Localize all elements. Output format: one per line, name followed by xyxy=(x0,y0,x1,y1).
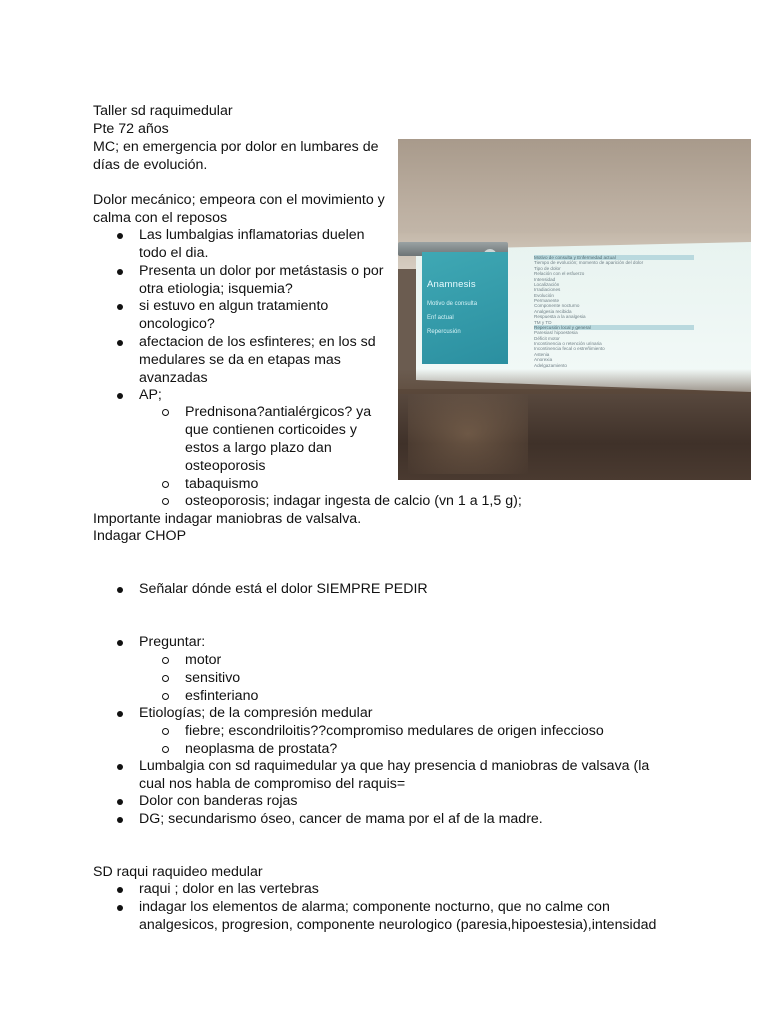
bullet-dot xyxy=(117,640,123,646)
sub-bullet-text: motor xyxy=(185,652,222,668)
slide-side-panel xyxy=(422,252,508,364)
slide-list-item: Paresias/ hipoestesia xyxy=(534,330,578,336)
slide-list-item: Tiempo de evolución; momento de aparición del dolor xyxy=(534,260,644,266)
bullet-text: si estuvo en algun tratamiento xyxy=(139,298,329,314)
bullet-text: Presenta un dolor por metástasis o por xyxy=(139,263,384,279)
slide-list-item: Incontinencia fecal o estreñimiento xyxy=(534,346,605,352)
screen-shadow xyxy=(398,369,751,394)
bullet-text: DG; secundarismo óseo, cancer de mama por el af de la madre. xyxy=(139,811,543,827)
slide-list-item: Repercusión local y general xyxy=(534,325,694,330)
bullet-dot xyxy=(117,799,123,805)
bullet-dot xyxy=(117,393,123,399)
bullet-text: Etiologías; de la compresión medular xyxy=(139,705,373,721)
bullet-text: raqui ; dolor en las vertebras xyxy=(139,881,319,897)
sub-bullet-circle xyxy=(162,746,169,753)
mc-line-1: MC; en emergencia por dolor en lumbares de xyxy=(93,139,379,155)
slide-list-item: Localización xyxy=(534,281,560,287)
chop-line: Indagar CHOP xyxy=(93,528,187,544)
sub-bullet-circle xyxy=(162,657,169,664)
slide-list-item: Tipo de dolor xyxy=(534,265,561,271)
mc-line-2: días de evolución. xyxy=(93,157,208,173)
sub-bullet-text: estos a largo plazo dan xyxy=(185,440,332,456)
bullet-dot xyxy=(117,233,123,239)
sub-bullet-circle xyxy=(162,728,169,735)
slide-list-item: Componente nocturno xyxy=(534,303,580,309)
bullet-dot xyxy=(117,817,123,823)
bullet-text: Las lumbalgias inflamatorias duelen xyxy=(139,227,365,243)
bullet-text: indagar los elementos de alarma; componente nocturno, que no calme con xyxy=(139,899,610,915)
sub-bullet-text: neoplasma de prostata? xyxy=(185,741,338,757)
slide-list-item: Evolución xyxy=(534,292,554,298)
sub-bullet-circle xyxy=(162,409,169,416)
slide-list-item: Irradiaciones xyxy=(534,287,561,293)
slide-list-item: Astenia xyxy=(534,351,550,357)
bullet-text: avanzadas xyxy=(139,370,208,386)
dolor-line-1: Dolor mecánico; empeora con el movimiento y xyxy=(93,192,385,208)
sub-bullet-text: fiebre; escondriloitis??compromiso medulares de origen infeccioso xyxy=(185,723,604,739)
wall-light xyxy=(408,394,528,474)
bullet-text: AP; xyxy=(139,387,162,403)
bullet-dot xyxy=(117,711,123,717)
bullet-dot xyxy=(117,587,123,593)
slide-list-item: Relación con el esfuerzo xyxy=(534,271,585,277)
slide-list-item: Intensidad xyxy=(534,276,556,282)
slide-list-item: Respuesta a la analgesia xyxy=(534,314,586,320)
dolor-line-2: calma con el reposos xyxy=(93,210,228,226)
bullet-text: oncologico? xyxy=(139,316,215,332)
bullet-dot xyxy=(117,905,123,911)
slide-menu-item: Motivo de consulta xyxy=(427,301,478,307)
patient-line: Pte 72 años xyxy=(93,121,169,137)
sub-bullet-text: osteoporosis xyxy=(185,458,266,474)
bullet-text: analgesicos, progresion, componente neurologico (paresia,hipoestesia),intensidad xyxy=(139,917,657,933)
slide-photo xyxy=(398,139,751,480)
sub-bullet-text: osteoporosis; indagar ingesta de calcio (vn 1 a 1,5 g); xyxy=(185,493,522,509)
sub-bullet-text: esfinteriano xyxy=(185,688,259,704)
bullet-text: Lumbalgia con sd raquimedular ya que hay presencia d maniobras de valsava (la xyxy=(139,758,650,774)
doc-title: Taller sd raquimedular xyxy=(93,103,233,119)
slide-menu-item: Repercusión xyxy=(427,329,461,335)
slide-list-item: TM y TD xyxy=(534,319,552,325)
bullet-text: cual nos habla de compromiso del raquis= xyxy=(139,776,406,792)
slide-list xyxy=(534,255,694,368)
bullet-dot xyxy=(117,887,123,893)
slide-list-item: Analgesia recibida xyxy=(534,308,572,314)
bullet-dot xyxy=(117,764,123,770)
sub-bullet-circle xyxy=(162,498,169,505)
bullet-text: todo el dia. xyxy=(139,245,209,261)
sub-bullet-circle xyxy=(162,481,169,488)
sub-bullet-text: tabaquismo xyxy=(185,476,259,492)
bullet-text: otra etiologia; isquemia? xyxy=(139,281,293,297)
slide-list-item: Incontinencia o retención urinaria xyxy=(534,341,602,346)
bullet-dot xyxy=(117,340,123,346)
slide-list-item: Motivo de consulta y Enfermedad actual xyxy=(534,255,694,260)
bullet-dot xyxy=(117,269,123,275)
slide-list-item: Permanente xyxy=(534,298,560,303)
sub-bullet-circle xyxy=(162,675,169,682)
sd-heading: SD raqui raquideo medular xyxy=(93,864,263,880)
bullet-dot xyxy=(117,304,123,310)
bullet-text: Dolor con banderas rojas xyxy=(139,793,298,809)
bullet-text: Preguntar: xyxy=(139,634,206,650)
slide-list-item: Déficit motor xyxy=(534,335,560,341)
sub-bullet-circle xyxy=(162,693,169,700)
sub-bullet-text: sensitivo xyxy=(185,670,241,686)
bullet-text: Señalar dónde está el dolor SIEMPRE PEDIR xyxy=(139,581,428,597)
slide-menu-item: Enf actual xyxy=(427,315,454,321)
slide-list-item: Adelgazamiento xyxy=(534,362,567,368)
bullet-text: medulares se da en etapas mas xyxy=(139,352,341,368)
slide-title: Anamnesis xyxy=(427,279,476,290)
slide-list-item: Anorexia xyxy=(534,357,553,363)
sub-bullet-text: Prednisona?antialérgicos? ya xyxy=(185,404,372,420)
sub-bullet-text: que contienen corticoides y xyxy=(185,422,357,438)
importante-line: Importante indagar maniobras de valsalva. xyxy=(93,511,362,527)
bullet-text: afectacion de los esfinteres; en los sd xyxy=(139,334,376,350)
